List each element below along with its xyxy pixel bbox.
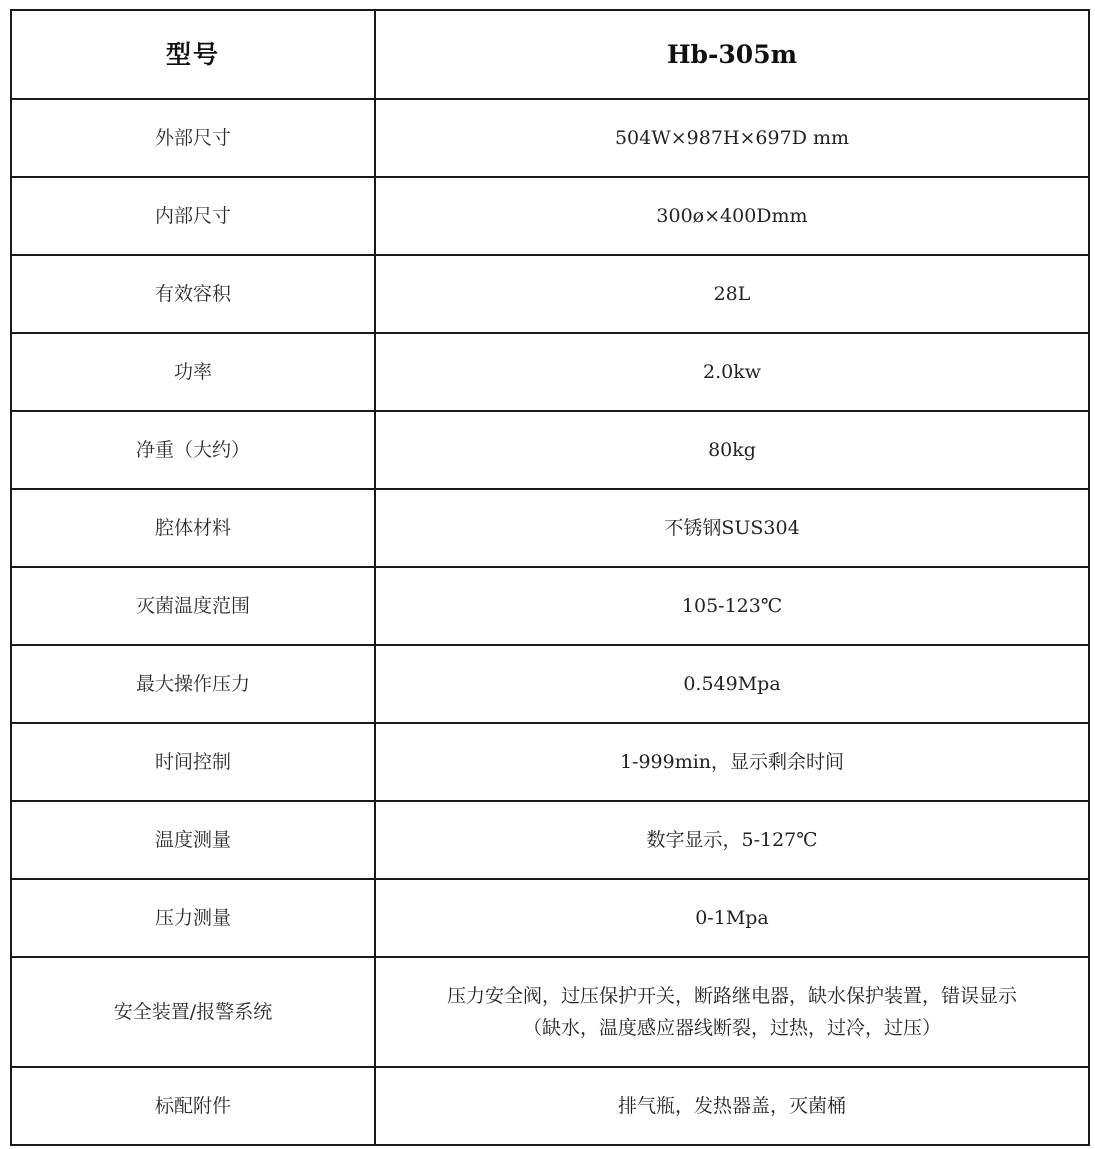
row-value: 1-999min，显示剩余时间 <box>375 723 1089 801</box>
table-row <box>11 333 1089 411</box>
model-label: 型号 <box>11 10 375 99</box>
row-value: 2.0kw <box>375 333 1089 411</box>
row-label: 腔体材料 <box>11 489 375 567</box>
row-label: 功率 <box>11 333 375 411</box>
spec-table <box>10 9 1090 1146</box>
table-row <box>11 801 1089 879</box>
row-value: 不锈钢SUS304 <box>375 489 1089 567</box>
table-row <box>11 255 1089 333</box>
row-value: 80kg <box>375 411 1089 489</box>
row-value: 0.549Mpa <box>375 645 1089 723</box>
table-row <box>11 411 1089 489</box>
row-value: 数字显示，5-127℃ <box>375 801 1089 879</box>
table-row <box>11 99 1089 177</box>
row-value-line: 压力安全阀，过压保护开关，断路继电器，缺水保护装置，错误显示 <box>446 985 1017 1007</box>
row-label: 压力测量 <box>11 879 375 957</box>
row-value: 0-1Mpa <box>375 879 1089 957</box>
row-value <box>375 957 1089 1067</box>
table-row <box>11 645 1089 723</box>
row-label: 标配附件 <box>11 1067 375 1145</box>
table-row <box>11 489 1089 567</box>
row-label: 灭菌温度范围 <box>11 567 375 645</box>
row-value: 105-123℃ <box>375 567 1089 645</box>
table-header-row <box>11 10 1089 99</box>
table-row <box>11 567 1089 645</box>
row-value: 504W×987H×697D mm <box>375 99 1089 177</box>
row-value: 排气瓶，发热器盖，灭菌桶 <box>375 1067 1089 1145</box>
row-label: 净重（大约） <box>11 411 375 489</box>
model-value: Hb-305m <box>375 10 1089 99</box>
table-row <box>11 957 1089 1067</box>
row-value: 28L <box>375 255 1089 333</box>
row-label: 内部尺寸 <box>11 177 375 255</box>
row-label: 安全装置/报警系统 <box>11 957 375 1067</box>
row-label: 时间控制 <box>11 723 375 801</box>
row-value-line: （缺水，温度感应器线断裂，过热，过冷，过压） <box>522 1017 941 1039</box>
table-row <box>11 1067 1089 1145</box>
table-row <box>11 723 1089 801</box>
row-label: 最大操作压力 <box>11 645 375 723</box>
row-label: 外部尺寸 <box>11 99 375 177</box>
table-row <box>11 177 1089 255</box>
row-label: 有效容积 <box>11 255 375 333</box>
row-label: 温度测量 <box>11 801 375 879</box>
row-value: 300ø×400Dmm <box>375 177 1089 255</box>
table-row <box>11 879 1089 957</box>
